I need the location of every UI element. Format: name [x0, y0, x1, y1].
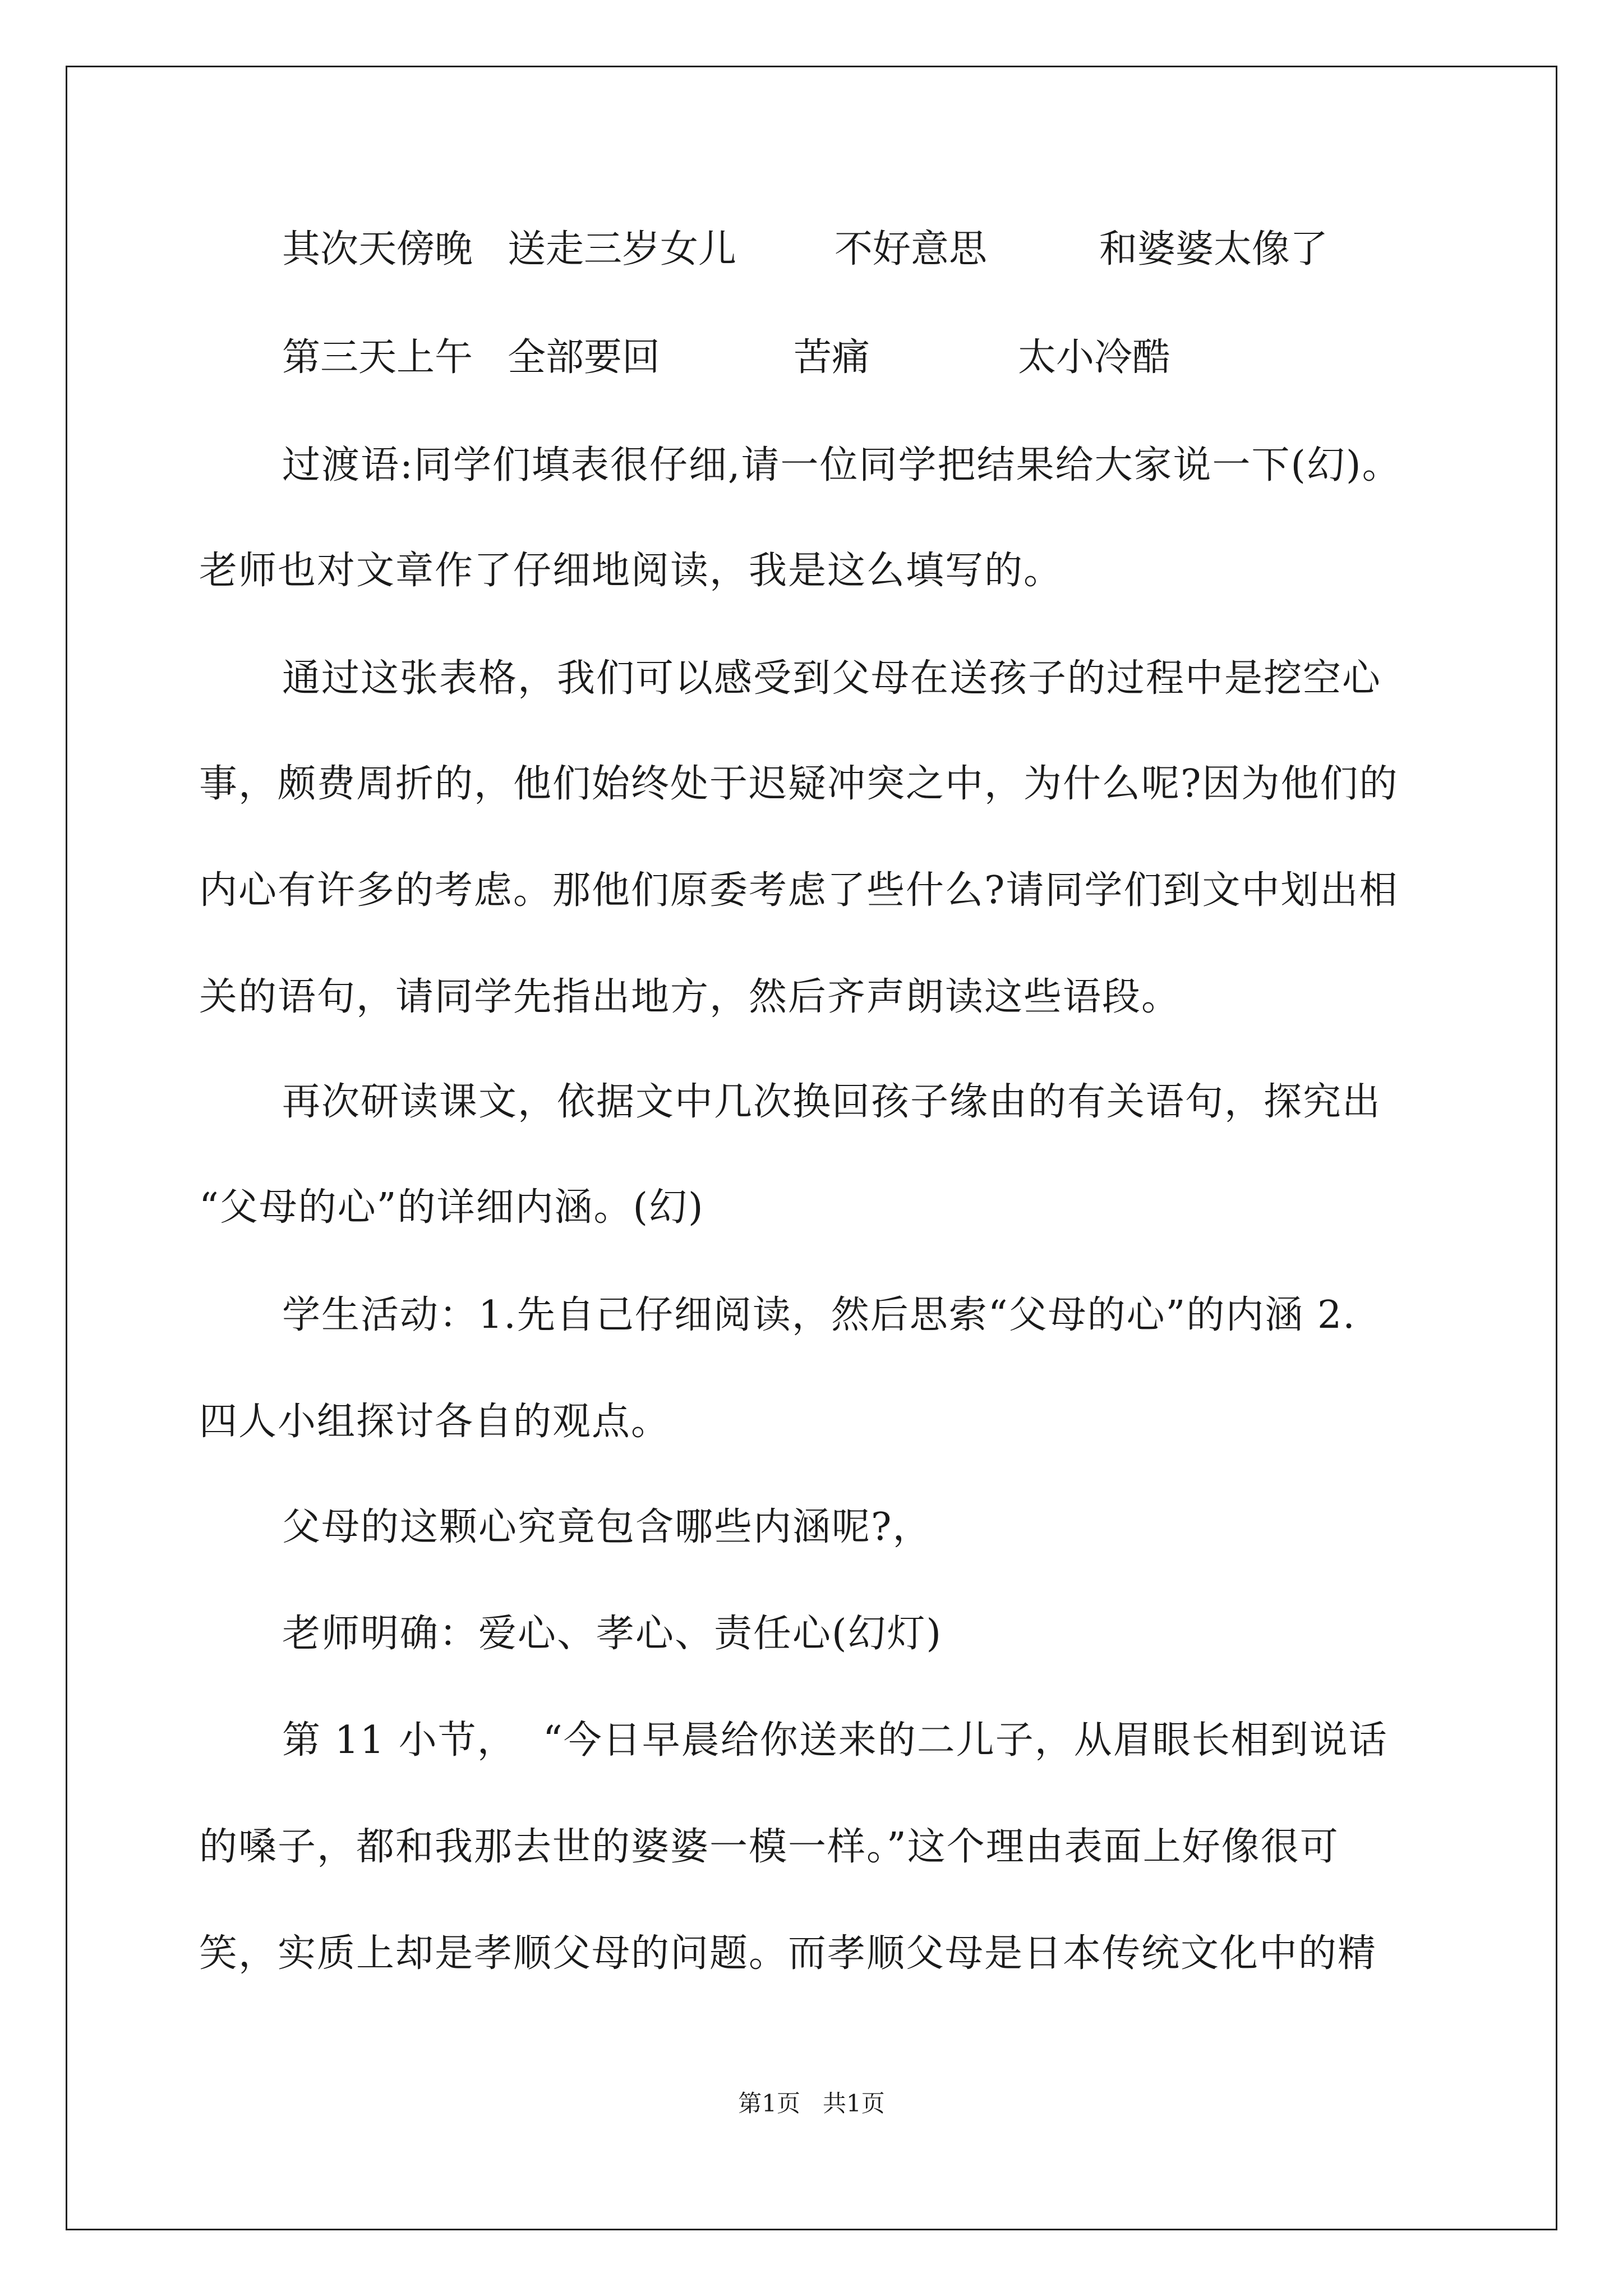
text-line: 老师也对文章作了仔细地阅读，我是这么填写的。 — [199, 549, 1063, 593]
text-line: 第 11 小节， “今日早晨给你送来的二儿子，从眉眼长相到说话 — [282, 1718, 1388, 1763]
text-line: 过渡语:同学们填表很仔细,请一位同学把结果给大家说一下(幻)。 — [282, 443, 1401, 487]
text-line: 学生活动：1.先自己仔细阅读，然后思索“父母的心”的内涵 2. — [282, 1293, 1356, 1337]
text-line: 事，颇费周折的，他们始终处于迟疑冲突之中，为什么呢?因为他们的 — [199, 762, 1399, 806]
text-line: 四人小组探讨各自的观点。 — [199, 1400, 671, 1444]
table-cell: 其次天傍晚 — [282, 227, 473, 272]
text-line: 的嗓子，都和我那去世的婆婆一模一样。”这个理由表面上好像很可 — [199, 1825, 1339, 1869]
table-cell: 不好意思 — [834, 227, 988, 272]
text-line: 关的语句，请同学先指出地方，然后齐声朗读这些语段。 — [199, 975, 1181, 1019]
text-line: 再次研读课文，依据文中几次换回孩子缘由的有关语句，探究出 — [282, 1080, 1382, 1124]
table-cell: 第三天上午 — [282, 335, 473, 380]
text-line: 通过这张表格，我们可以感受到父母在送孩子的过程中是挖空心 — [282, 656, 1382, 701]
table-cell: 太小冷酷 — [1018, 335, 1171, 380]
text-line: 内心有许多的考虑。那他们原委考虑了些什么?请同学们到文中划出相 — [199, 868, 1399, 913]
table-cell: 全部要回 — [508, 335, 661, 380]
table-cell: 和婆婆太像了 — [1099, 227, 1329, 272]
text-line: 父母的这颗心究竟包含哪些内涵呢?， — [282, 1505, 932, 1549]
table-cell: 送走三岁女儿 — [508, 227, 737, 272]
text-line: “父母的心”的详细内涵。(幻) — [199, 1185, 704, 1230]
page-border — [66, 66, 1557, 2230]
table-cell: 苦痛 — [794, 335, 870, 380]
text-line: 老师明确：爱心、孝心、责任心(幻灯) — [282, 1612, 943, 1656]
page-footer: 第1页 共1页 — [738, 2090, 885, 2117]
text-line: 笑，实质上却是孝顺父母的问题。而孝顺父母是日本传统文化中的精 — [199, 1931, 1377, 1976]
